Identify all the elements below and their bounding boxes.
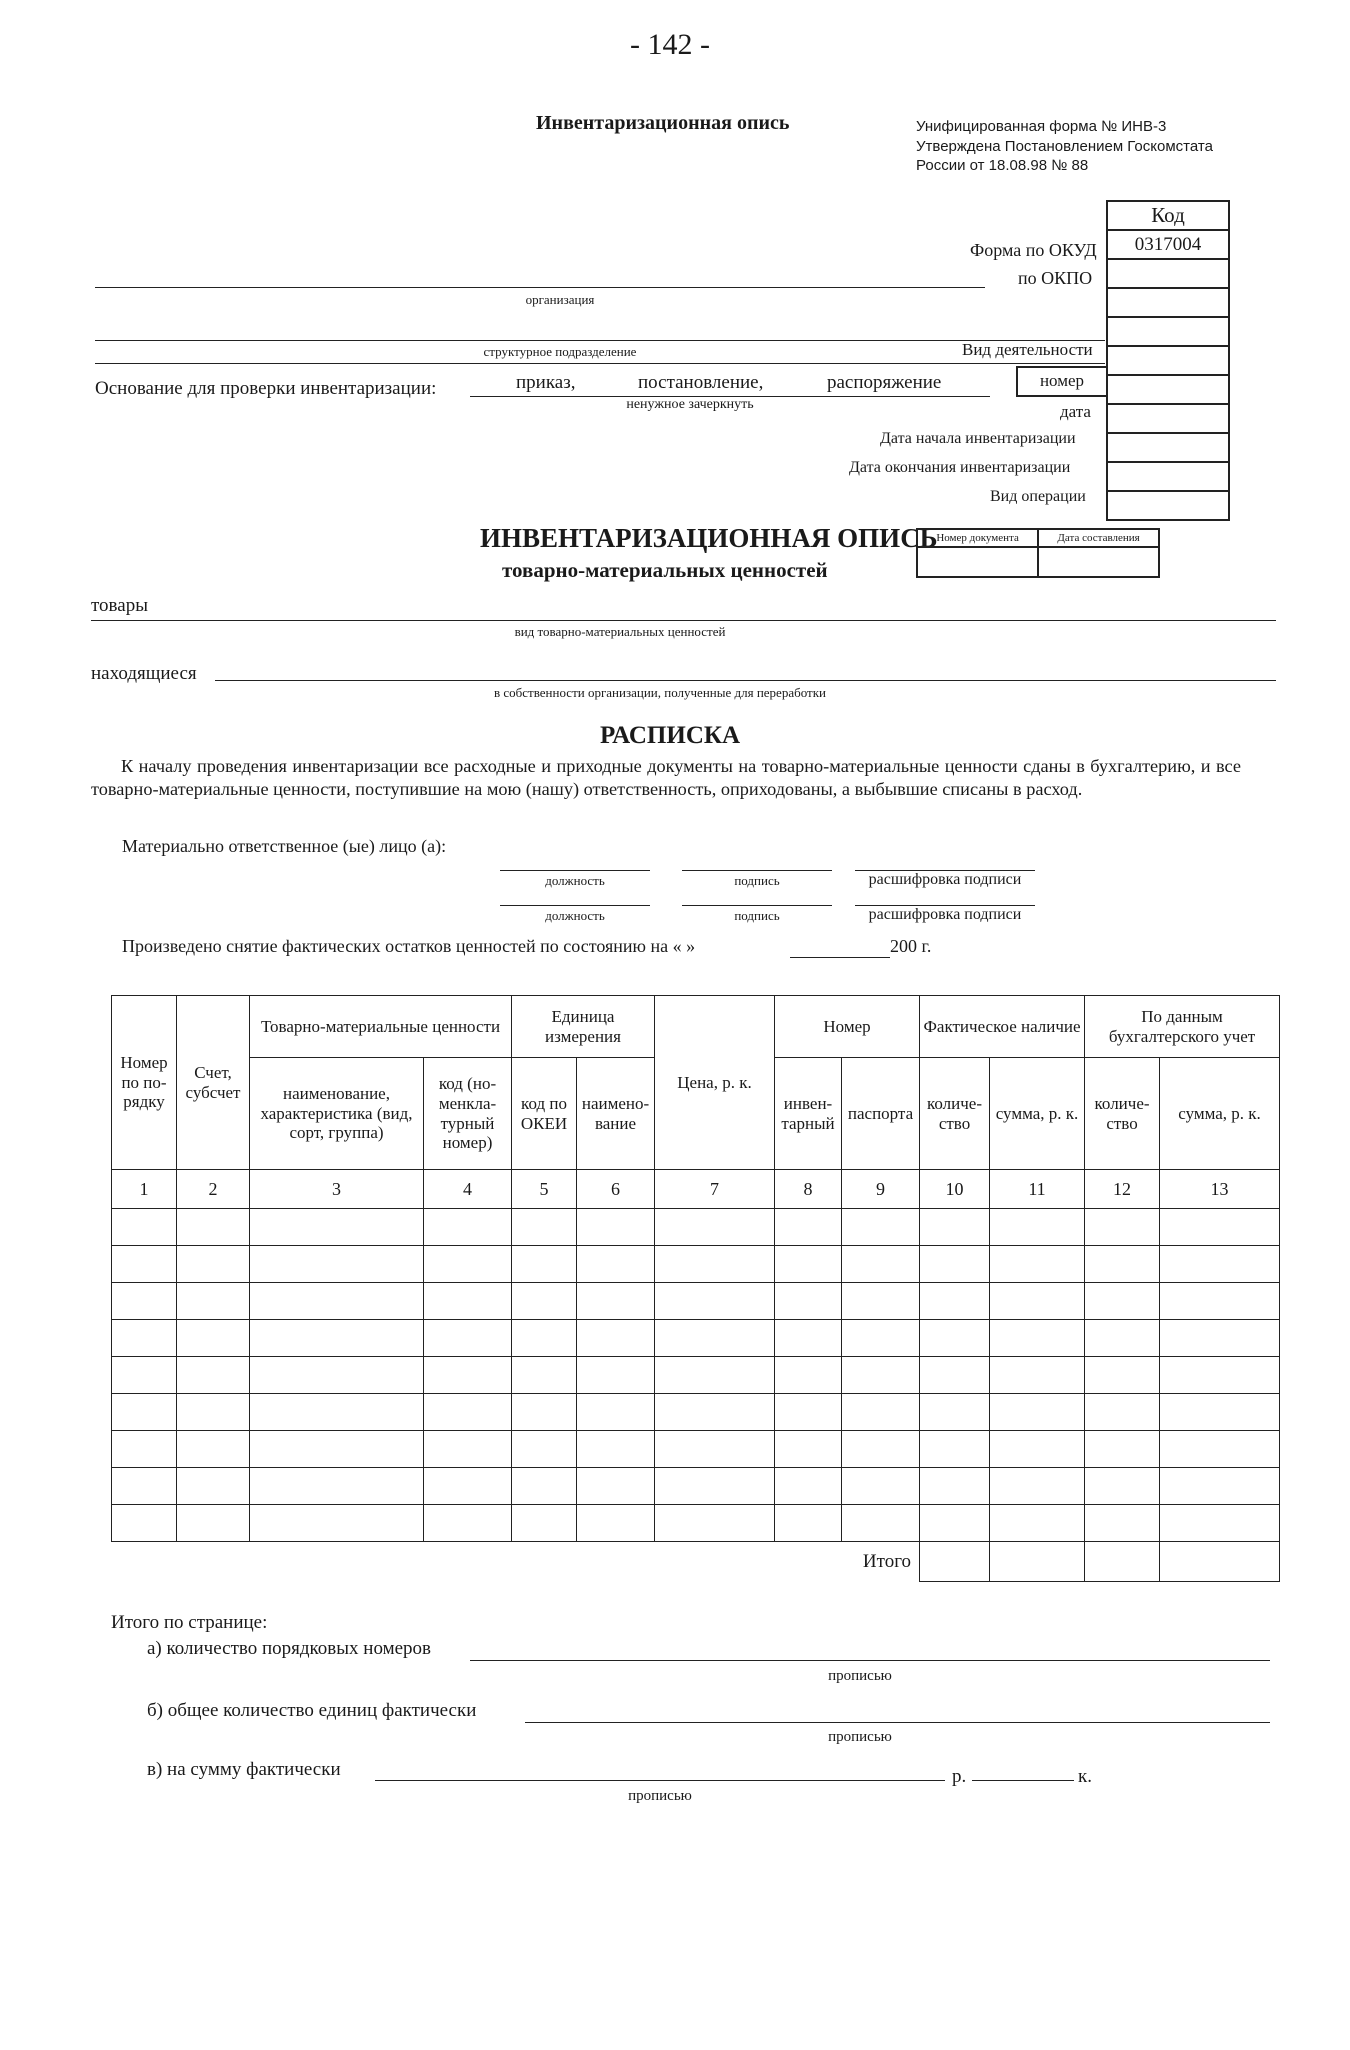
total-label: Итого [112,1542,920,1582]
receipt-title: РАСПИСКА [600,722,741,749]
header-account: Счет, субсчет [177,996,250,1170]
table-cell[interactable] [177,1505,250,1542]
table-cell[interactable] [112,1505,177,1542]
table-cell[interactable] [512,1431,577,1468]
column-number: 13 [1160,1170,1280,1209]
page-number: - 142 - [630,28,710,61]
table-cell[interactable] [512,1320,577,1357]
position-caption-2: должность [545,908,605,923]
table-cell[interactable] [577,1394,655,1431]
header-inventory-number: инвен-тарный [775,1058,842,1170]
table-cell[interactable] [250,1505,424,1542]
decoding-caption-2: расшифровка подписи [868,906,1022,923]
header-accounting-sum: сумма, р. к. [1160,1058,1280,1170]
total-accounting-sum[interactable] [1160,1542,1280,1582]
table-row [112,1246,1280,1283]
table-cell[interactable] [655,1431,775,1468]
table-cell[interactable] [655,1505,775,1542]
table-cell[interactable] [250,1394,424,1431]
table-cell[interactable] [512,1394,577,1431]
table-cell[interactable] [1085,1320,1160,1357]
column-number: 9 [842,1170,920,1209]
table-cell[interactable] [842,1246,920,1283]
table-cell[interactable] [920,1320,990,1357]
okpo-label: по ОКПО [1018,268,1093,288]
goods-caption: вид товарно-материальных ценностей [514,624,726,639]
table-cell[interactable] [250,1468,424,1505]
table-cell[interactable] [112,1394,177,1431]
activity-label: Вид деятельности [962,340,1093,359]
start-date[interactable] [1107,433,1229,462]
column-number: 3 [250,1170,424,1209]
org-caption: организация [525,292,595,307]
table-cell[interactable] [842,1468,920,1505]
table-cell[interactable] [577,1320,655,1357]
table-cell[interactable] [920,1246,990,1283]
table-cell[interactable] [577,1246,655,1283]
table-cell[interactable] [177,1394,250,1431]
table-cell[interactable] [177,1357,250,1394]
table-cell[interactable] [655,1468,775,1505]
end-date[interactable] [1107,462,1229,491]
table-cell[interactable] [1085,1468,1160,1505]
total-actual-qty[interactable] [920,1542,990,1582]
table-cell[interactable] [577,1283,655,1320]
table-cell[interactable] [775,1246,842,1283]
table-cell[interactable] [990,1357,1085,1394]
table-cell[interactable] [842,1505,920,1542]
unified-form-line-1: Унифицированная форма № ИНВ-3 [916,118,1167,135]
table-cell[interactable] [655,1209,775,1246]
table-cell[interactable] [775,1468,842,1505]
table-cell[interactable] [424,1431,512,1468]
basis-caption: ненужное зачеркнуть [626,397,754,412]
codes-box [1106,200,1230,521]
table-cell[interactable] [842,1431,920,1468]
doc-date-header: Дата составления [1038,529,1159,547]
header-goods-group: Товарно-материальные ценности [250,996,512,1058]
column-number: 8 [775,1170,842,1209]
doc-date-value[interactable] [1038,547,1159,577]
header-okei: код по ОКЕИ [512,1058,577,1170]
table-cell[interactable] [1160,1209,1280,1246]
column-number: 12 [1085,1170,1160,1209]
column-number: 11 [990,1170,1085,1209]
receipt-text: К началу проведения инвентаризации все расходные и приходные документы на товарно-материальные ценности сданы в бухгалтерию, и все товарно-материальные ценности, поступившие на мою (нашу) ответственность, оприходованы, а выбывшие списаны в расход. [91,756,1241,799]
table-cell[interactable] [1085,1505,1160,1542]
responsible-label: Материально ответственное (ые) лицо (а): [122,836,447,856]
header-actual-group: Фактическое наличие [920,996,1085,1058]
end-date-label: Дата окончания инвентаризации [849,459,1071,476]
table-row [112,1468,1280,1505]
column-number: 4 [424,1170,512,1209]
page-total-label: Итого по странице: [111,1612,268,1633]
okpo-code[interactable] [1107,259,1229,288]
header-name: наименование, характеристика (вид, сорт, группа) [250,1058,424,1170]
main-subtitle: товарно-материальных ценностей [502,558,828,582]
total-c-label: в) на сумму фактически [147,1759,341,1780]
table-cell[interactable] [1085,1209,1160,1246]
okud-code[interactable]: 0317004 [1107,230,1229,259]
table-cell[interactable] [920,1357,990,1394]
header-row-number: Номер по по-рядку [112,996,177,1170]
signature-line-2[interactable] [682,905,832,906]
table-cell[interactable] [775,1357,842,1394]
basis-option-directive[interactable]: распоряжение [827,372,942,393]
header-accounting-qty: количе-ство [1085,1058,1160,1170]
table-cell[interactable] [424,1505,512,1542]
table-cell[interactable] [577,1431,655,1468]
table-cell[interactable] [775,1394,842,1431]
code-cell-3[interactable] [1107,288,1229,317]
total-actual-sum[interactable] [990,1542,1085,1582]
column-number: 5 [512,1170,577,1209]
table-cell[interactable] [250,1357,424,1394]
table-cell[interactable] [577,1468,655,1505]
table-cell[interactable] [775,1320,842,1357]
table-cell[interactable] [990,1431,1085,1468]
unified-form-line-2: Утверждена Постановлением Госкомстата [916,137,1213,155]
activity-line [95,363,1105,364]
table-cell[interactable] [177,1468,250,1505]
decoding-caption-1: расшифровка подписи [868,871,1022,888]
table-cell[interactable] [775,1209,842,1246]
total-b-label: б) общее количество единиц фактически [147,1700,477,1721]
table-cell[interactable] [655,1320,775,1357]
table-cell[interactable] [1160,1505,1280,1542]
table-cell[interactable] [842,1209,920,1246]
table-cell[interactable] [112,1468,177,1505]
table-row [112,1505,1280,1542]
table-cell[interactable] [842,1394,920,1431]
table-cell[interactable] [112,1209,177,1246]
signature-caption-1: подпись [734,873,780,888]
table-cell[interactable] [424,1320,512,1357]
table-cell[interactable] [1160,1357,1280,1394]
table-cell[interactable] [655,1394,775,1431]
table-row [112,1209,1280,1246]
table-cell[interactable] [1160,1283,1280,1320]
table-cell[interactable] [1160,1431,1280,1468]
table-cell[interactable] [1160,1246,1280,1283]
table-cell[interactable] [112,1357,177,1394]
table-cell[interactable] [920,1394,990,1431]
header-number-group: Номер [775,996,920,1058]
subdivision-line[interactable] [95,340,1105,341]
table-cell[interactable] [842,1320,920,1357]
table-row [112,1431,1280,1468]
kop-label: к. [1078,1766,1092,1787]
table-cell[interactable] [990,1468,1085,1505]
number-label-box [1016,366,1106,397]
located-caption: в собственности организации, полученные для переработки [494,685,826,700]
basis-option-resolution[interactable]: постановление, [638,372,764,393]
table-cell[interactable] [512,1357,577,1394]
table-cell[interactable] [1085,1246,1160,1283]
column-numbers-row [112,1170,1280,1209]
subdivision-caption: структурное подразделение [483,344,637,359]
total-accounting-qty[interactable] [1085,1542,1160,1582]
goods-line[interactable] [91,620,1276,621]
table-row [112,1394,1280,1431]
okud-label: Форма по ОКУД [970,240,1097,260]
table-cell[interactable] [177,1283,250,1320]
unified-form-line-3: России от 18.08.98 № 88 [916,157,1089,174]
basis-date[interactable] [1107,404,1229,433]
table-cell[interactable] [1160,1320,1280,1357]
total-a-line[interactable] [470,1660,1270,1661]
doc-number-date-box [916,528,1160,578]
table-cell[interactable] [424,1246,512,1283]
table-cell[interactable] [577,1505,655,1542]
table-cell[interactable] [177,1209,250,1246]
table-cell[interactable] [655,1357,775,1394]
table-cell[interactable] [512,1283,577,1320]
table-cell[interactable] [775,1431,842,1468]
operation-label: Вид операции [990,488,1086,505]
inventory-table [111,995,1280,1582]
table-cell[interactable] [1085,1283,1160,1320]
header-accounting-group: По данным бухгалтерского учет [1085,996,1280,1058]
total-c-caption: прописью [628,1788,692,1804]
basis-number[interactable] [1107,375,1229,404]
table-cell[interactable] [990,1505,1085,1542]
position-line-1[interactable] [500,870,650,871]
rub-label: р. [952,1766,967,1787]
basis-label: Основание для проверки инвентаризации: [95,378,437,399]
code-header: Код [1107,201,1229,230]
table-cell[interactable] [424,1394,512,1431]
total-c-line[interactable] [375,1780,945,1781]
table-cell[interactable] [112,1320,177,1357]
date-label: дата [1060,402,1091,421]
table-cell[interactable] [577,1357,655,1394]
main-title: ИНВЕНТАРИЗАЦИОННАЯ ОПИСЬ [480,523,938,553]
balance-text: Произведено снятие фактических остатков ценностей по состоянию на « » [122,936,696,956]
table-cell[interactable] [655,1246,775,1283]
kop-line[interactable] [972,1780,1074,1781]
org-line[interactable] [95,287,985,288]
header-actual-qty: количе-ство [920,1058,990,1170]
start-date-label: Дата начала инвентаризации [880,430,1076,447]
table-cell[interactable] [842,1357,920,1394]
table-cell[interactable] [512,1505,577,1542]
table-row [112,1283,1280,1320]
table-cell[interactable] [112,1431,177,1468]
table-cell[interactable] [512,1468,577,1505]
table-cell[interactable] [1085,1431,1160,1468]
table-cell[interactable] [990,1394,1085,1431]
table-cell[interactable] [990,1320,1085,1357]
column-number: 7 [655,1170,775,1209]
table-cell[interactable] [775,1283,842,1320]
table-cell[interactable] [577,1209,655,1246]
table-cell[interactable] [920,1505,990,1542]
signature-line-1[interactable] [682,870,832,871]
doc-number-value[interactable] [917,547,1038,577]
balance-date-line[interactable] [790,957,890,958]
table-cell[interactable] [920,1468,990,1505]
header-passport: паспорта [842,1058,920,1170]
table-cell[interactable] [250,1209,424,1246]
table-cell[interactable] [920,1209,990,1246]
table-cell[interactable] [250,1283,424,1320]
doc-number-header: Номер документа [917,529,1038,547]
table-cell[interactable] [1085,1394,1160,1431]
number-label: номер [1039,371,1085,390]
operation-type[interactable] [1107,491,1229,520]
table-cell[interactable] [990,1283,1085,1320]
table-cell[interactable] [512,1209,577,1246]
form-title-top: Инвентаризационная опись [536,112,790,134]
table-cell[interactable] [250,1246,424,1283]
located-line[interactable] [215,680,1276,681]
table-cell[interactable] [990,1209,1085,1246]
total-a-caption: прописью [828,1668,892,1684]
table-cell[interactable] [512,1246,577,1283]
column-number: 1 [112,1170,177,1209]
table-cell[interactable] [177,1320,250,1357]
total-b-line[interactable] [525,1722,1270,1723]
unified-form-note [916,117,1213,176]
goods-label: товары [91,595,148,616]
header-unit-group: Единица измерения [512,996,655,1058]
table-cell[interactable] [250,1431,424,1468]
table-cell[interactable] [1160,1468,1280,1505]
table-cell[interactable] [177,1246,250,1283]
column-number: 6 [577,1170,655,1209]
total-a-label: а) количество порядковых номеров [147,1638,432,1659]
column-number: 2 [177,1170,250,1209]
table-cell[interactable] [424,1283,512,1320]
position-caption-1: должность [545,873,605,888]
table-cell[interactable] [842,1283,920,1320]
table-cell[interactable] [112,1246,177,1283]
balance-year: 200 г. [890,936,932,956]
located-label: находящиеся [91,663,197,684]
table-cell[interactable] [920,1283,990,1320]
column-number: 10 [920,1170,990,1209]
table-row [112,1320,1280,1357]
table-cell[interactable] [1085,1357,1160,1394]
table-cell[interactable] [112,1283,177,1320]
table-cell[interactable] [1160,1394,1280,1431]
table-cell[interactable] [250,1320,424,1357]
header-price: Цена, р. к. [655,996,775,1170]
table-cell[interactable] [424,1468,512,1505]
header-unit-name: наимено-вание [577,1058,655,1170]
table-cell[interactable] [990,1246,1085,1283]
signature-caption-2: подпись [734,908,780,923]
position-line-2[interactable] [500,905,650,906]
activity-code[interactable] [1107,346,1229,375]
table-row [112,1357,1280,1394]
total-b-caption: прописью [828,1729,892,1745]
table-cell[interactable] [177,1431,250,1468]
basis-option-order[interactable]: приказ, [516,372,576,393]
table-cell[interactable] [424,1357,512,1394]
code-cell-4[interactable] [1107,317,1229,346]
table-cell[interactable] [424,1209,512,1246]
header-code: код (но-менкла-турный номер) [424,1058,512,1170]
header-actual-sum: сумма, р. к. [990,1058,1085,1170]
table-cell[interactable] [655,1283,775,1320]
table-cell[interactable] [920,1431,990,1468]
table-cell[interactable] [775,1505,842,1542]
